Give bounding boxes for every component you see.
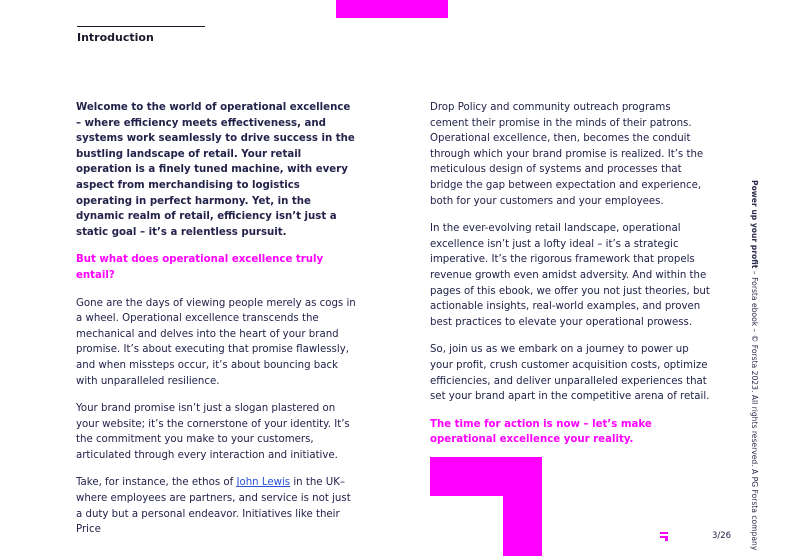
sidebar-copyright: – Forsta ebook – © Forsta 2023. All rights reserved. A PG Forsta company — [750, 268, 759, 551]
body-paragraph — [76, 475, 358, 537]
page-number: 3/26 — [712, 531, 732, 541]
paragraph-text: Take, for instance, the ethos of — [76, 477, 237, 489]
section-title: Introduction — [77, 31, 154, 44]
section-rule — [77, 26, 205, 27]
sidebar-text — [750, 180, 759, 550]
sidebar-title: Power up your profit — [750, 180, 759, 269]
decorative-shape — [503, 457, 542, 556]
john-lewis-link[interactable]: John Lewis — [236, 477, 291, 489]
column-right — [430, 100, 712, 460]
body-paragraph: Your brand promise isn’t just a slogan plastered on your website; it’s the cornerstone of your identity. It’s the commitment you make to your customers, articulated through every interaction and initiative. — [76, 403, 350, 461]
body-paragraph: So, join us as we embark on a journey to power up your profit, crush customer acquisition costs, optimize efficiencies, and deliver unparalleled experiences that set your brand apart in the competitive arena of retail. — [430, 344, 710, 403]
lead-paragraph: Welcome to the world of operational excellence – where efficiency meets effectiveness, and systems work seamlessly to drive success in the bustling landscape of retail. Your retail operation is a finely tuned machine, with every aspect from merchandising to logistics operating in perfect harmony. Yet, in the dynamic realm of retail, efficiency isn’t just a static goal – it’s a relentless pursuit. — [76, 102, 355, 238]
body-paragraph: Gone are the days of viewing people merely as cogs in a wheel. Operational excellence transcends the mechanical and delves into the heart of your brand promise. It’s about executing that promise flawlessly, and when missteps occur, it’s about bouncing back with unparalleled resilience. — [76, 297, 356, 387]
paragraph-text: in the UK– where employees are partners, and service is not just a duty but a personal endeavor. Initiatives like their Price — [76, 477, 351, 536]
sidebar-footer — [735, 180, 765, 551]
column-left — [76, 100, 358, 550]
section-question: But what does operational excellence truly entail? — [76, 254, 324, 281]
body-paragraph: In the ever-evolving retail landscape, operational excellence isn’t just a lofty ideal – it’s a strategic imperative. It’s the rigorous framework that propels revenue growth even amidst adversity. And within the pages of this ebook, we offer you not just theories, but actionable insights, real-world examples, and proven best practices to elevate your operational prowess. — [430, 223, 710, 328]
top-accent-block — [336, 0, 448, 18]
closing-callout: The time for action is now – let’s make operational excellence your reality. — [430, 418, 652, 446]
body-paragraph: Drop Policy and community outreach programs cement their promise in the minds of their patrons. Operational excellence, then, becomes the conduit through which your brand promise is realized. It’s the meticulous design of systems and processes that bridge the gap between expectation and experience, both for your customers and your employees. — [430, 102, 704, 207]
forsta-logo-icon — [660, 532, 668, 541]
